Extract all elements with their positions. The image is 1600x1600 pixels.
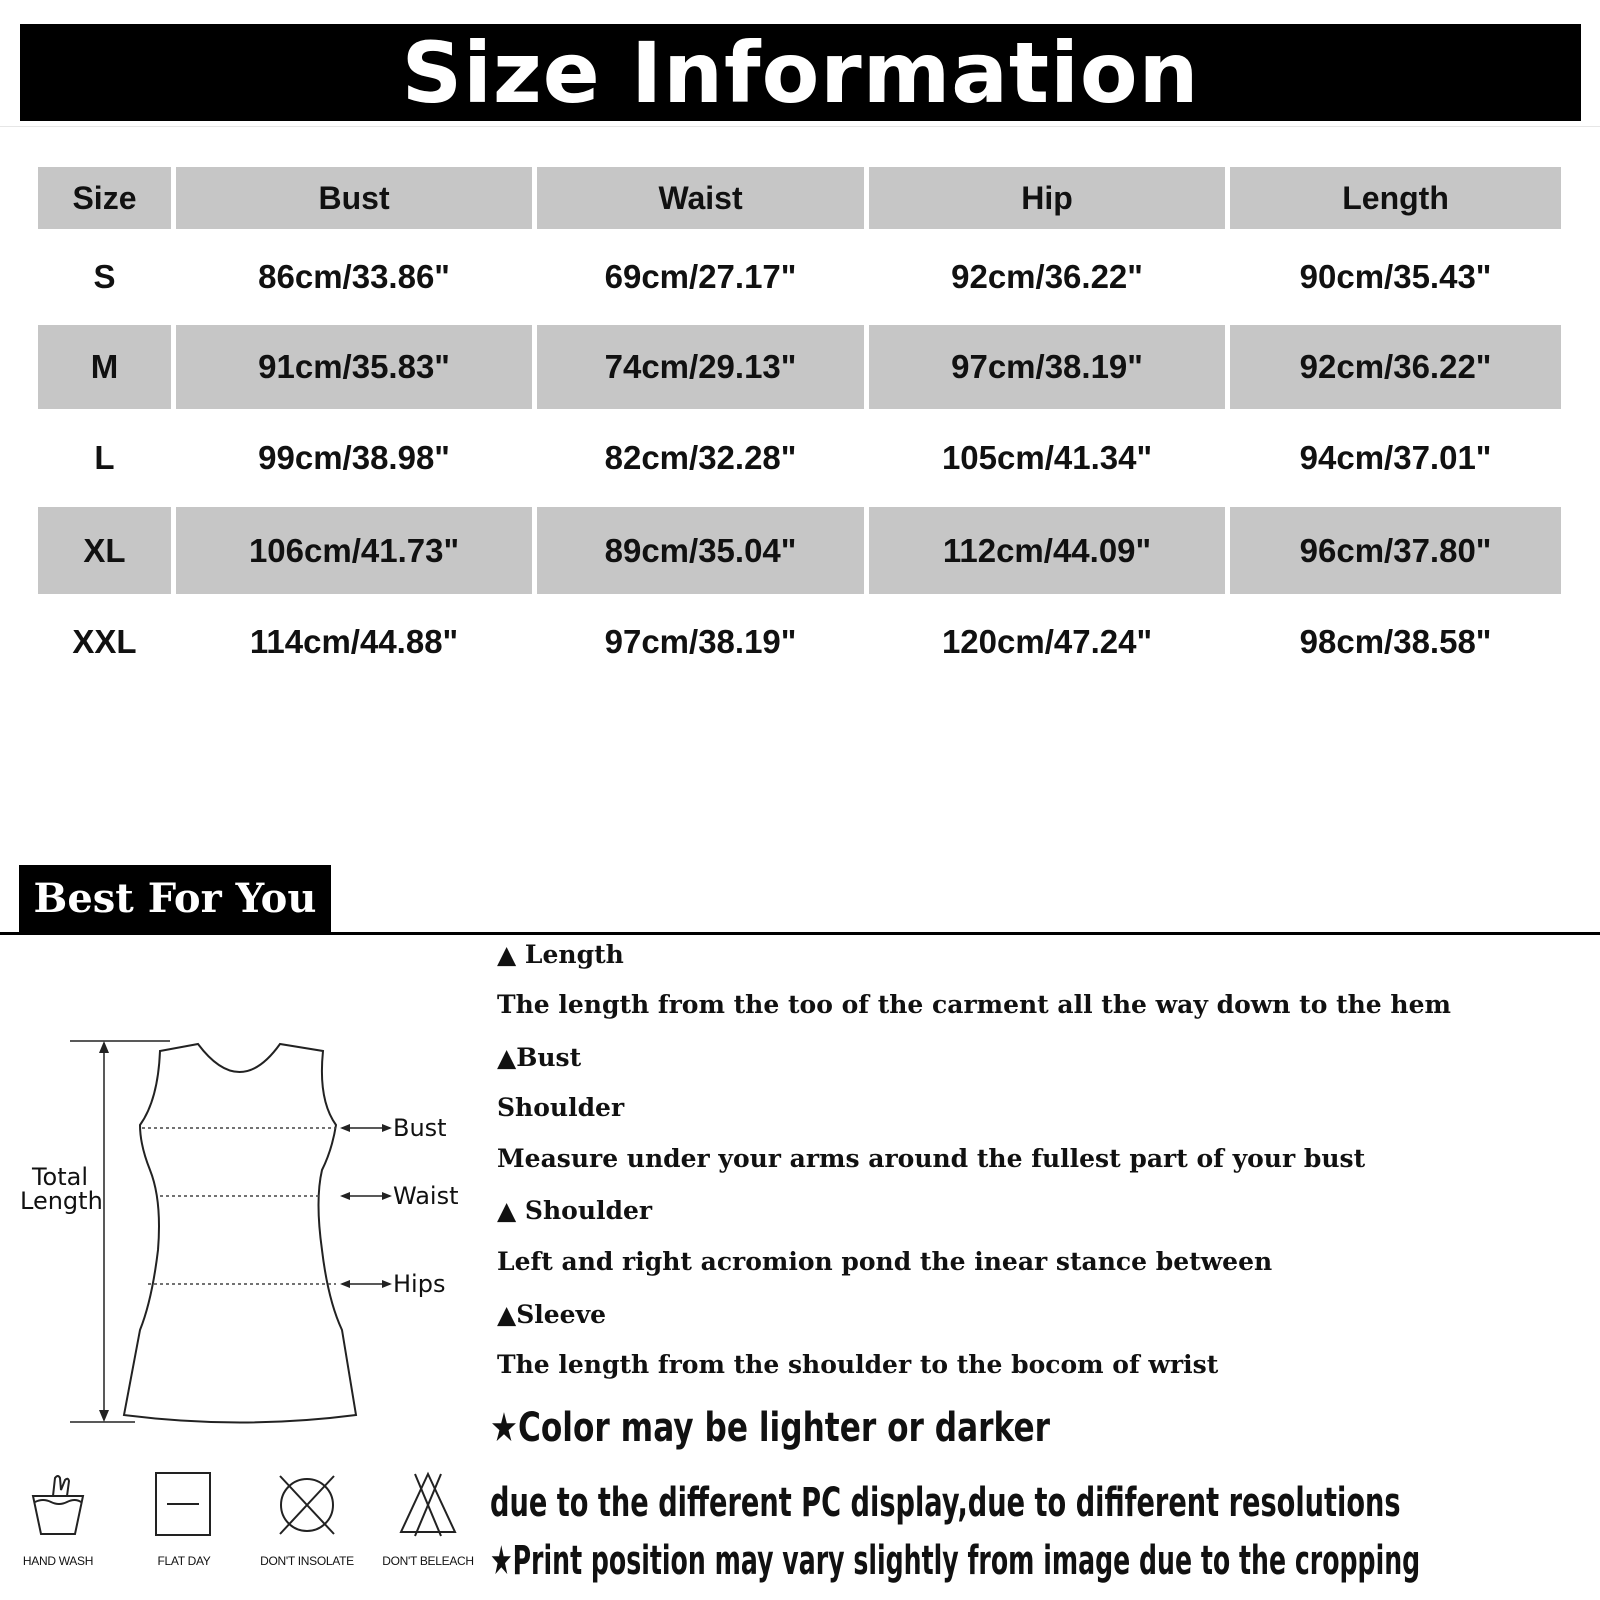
do-not-tumble-dry-icon	[272, 1470, 342, 1540]
length-cell: 98cm/38.58"	[1299, 623, 1492, 660]
waist-cell: 69cm/27.17"	[604, 258, 797, 295]
hip-cell: 112cm/44.09"	[869, 507, 1225, 594]
bust-description: Measure under your arms around the fullest part of your bust	[497, 1144, 1366, 1173]
hand-wash-icon	[23, 1470, 93, 1540]
header-length: Length	[1230, 167, 1561, 229]
hips-label: Hips	[393, 1270, 446, 1298]
size-cell: S	[93, 258, 116, 295]
total-length-label-line1: Total	[31, 1163, 89, 1191]
care-dont-insolate	[252, 1470, 362, 1568]
header-size: Size	[38, 167, 171, 229]
table-row	[38, 325, 1561, 409]
page-title: Size Information	[20, 24, 1581, 121]
size-cell: XXL	[72, 623, 137, 660]
waist-cell: 74cm/29.13"	[537, 325, 864, 409]
size-cell: L	[94, 439, 115, 476]
garment-diagram	[0, 1020, 480, 1440]
header-waist: Waist	[537, 167, 864, 229]
bust-label: Bust	[393, 1114, 447, 1142]
hip-cell: 97cm/38.19"	[869, 325, 1225, 409]
length-cell: 90cm/35.43"	[1299, 258, 1492, 295]
care-hand-wash	[3, 1470, 113, 1568]
waist-cell: 89cm/35.04"	[537, 507, 864, 594]
flat-dry-icon	[149, 1470, 219, 1540]
header-hip: Hip	[869, 167, 1225, 229]
table-row	[38, 507, 1561, 594]
total-length-label-line2: Length	[20, 1187, 103, 1215]
length-cell: 96cm/37.80"	[1230, 507, 1561, 594]
do-not-bleach-icon	[393, 1470, 463, 1540]
bust-heading: ▲Bust	[497, 1043, 582, 1072]
display-note: due to the different PC display,due to dififerent resolutions	[490, 1480, 1401, 1526]
bust-cell: 99cm/38.98"	[258, 439, 450, 476]
table-header-row	[38, 167, 1561, 229]
table-row	[38, 229, 1561, 325]
bust-cell: 86cm/33.86"	[258, 258, 450, 295]
care-flat-dry	[129, 1470, 239, 1568]
header-bust: Bust	[176, 167, 532, 229]
waist-cell: 82cm/32.28"	[604, 439, 797, 476]
waist-cell: 97cm/38.19"	[604, 623, 797, 660]
title-divider	[0, 126, 1600, 127]
shoulder-description: Left and right acromion pond the inear stance between	[497, 1247, 1273, 1276]
bust-subheading: Shoulder	[497, 1093, 625, 1122]
length-cell: 92cm/36.22"	[1230, 325, 1561, 409]
best-for-you-heading: Best For You	[19, 865, 331, 932]
length-cell: 94cm/37.01"	[1299, 439, 1492, 476]
hip-cell: 120cm/47.24"	[941, 623, 1153, 660]
dress-outline-icon	[0, 1020, 480, 1440]
hip-cell: 92cm/36.22"	[951, 258, 1143, 295]
hip-cell: 105cm/41.34"	[941, 439, 1153, 476]
sleeve-heading: ▲Sleeve	[497, 1300, 607, 1329]
total-length-label	[20, 1163, 103, 1215]
print-note: ★Print position may vary slightly from image due to the cropping	[490, 1538, 1421, 1584]
section-divider	[0, 932, 1600, 935]
care-label: HAND WASH	[22, 1554, 94, 1568]
bust-cell: 106cm/41.73"	[176, 507, 532, 594]
care-label: DON'T INSOLATE	[260, 1554, 354, 1568]
sleeve-description: The length from the shoulder to the bocom of wrist	[497, 1350, 1219, 1379]
size-cell: XL	[38, 507, 171, 594]
waist-label: Waist	[393, 1182, 459, 1210]
color-note: ★Color may be lighter or darker	[490, 1405, 1051, 1451]
table-row	[38, 594, 1561, 690]
care-dont-bleach	[373, 1470, 483, 1568]
length-description: The length from the too of the carment all the way down to the hem	[497, 990, 1451, 1019]
care-label: DON'T BELEACH	[382, 1554, 474, 1568]
shoulder-heading: ▲ Shoulder	[497, 1196, 653, 1225]
length-heading: ▲ Length	[497, 940, 624, 969]
care-label: FLAT DAY	[157, 1554, 211, 1568]
size-table	[33, 167, 1566, 690]
table-row	[38, 409, 1561, 507]
size-cell: M	[38, 325, 171, 409]
bust-cell: 114cm/44.88"	[249, 623, 459, 660]
bust-cell: 91cm/35.83"	[176, 325, 532, 409]
